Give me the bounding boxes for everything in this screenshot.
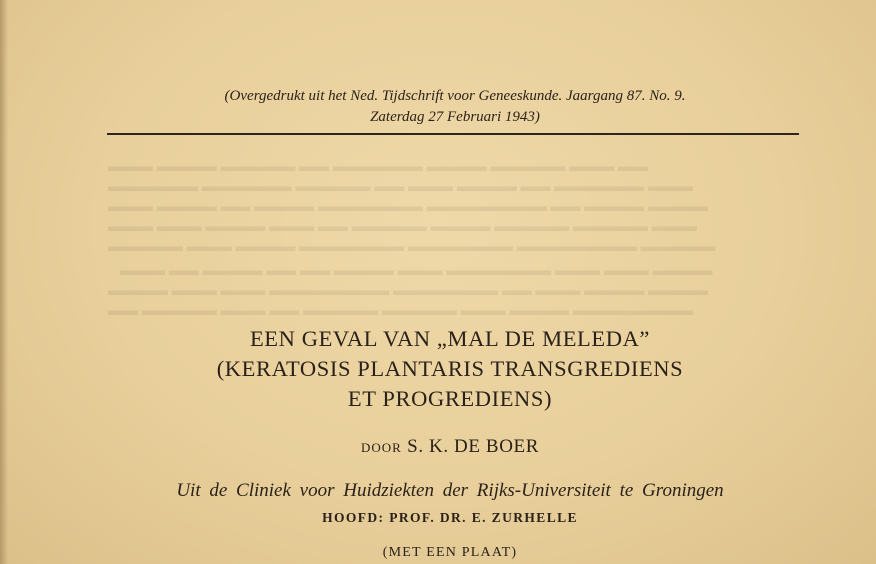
title-line-2: (KERATOSIS PLANTARIS TRANSGREDIENS <box>216 356 684 381</box>
show-through-text: ▬▬▬ ▬▬ ▬▬▬▬ ▬▬ ▬▬ ▬▬▬▬ ▬▬▬ ▬▬▬▬▬▬▬ ▬▬▬ ▬▬▬ ▬▬▬▬ <box>120 263 713 279</box>
show-through-text: ▬▬▬ ▬▬▬▬ ▬▬ ▬▬▬▬ ▬▬▬▬▬▬▬ ▬▬▬▬▬▬▬▬ ▬▬ ▬▬▬▬ ▬▬▬▬ <box>108 199 708 215</box>
reprint-notice-line1: (Overgedrukt uit het Ned. Tijdschrift voor Geneeskunde. Jaargang 87. No. 9. <box>224 88 686 104</box>
author-name: S. K. DE BOER <box>407 436 540 457</box>
reprint-notice-line2: Zaterdag 27 Februari 1943) <box>370 109 540 125</box>
reprint-notice <box>150 86 760 128</box>
plate-note: (MET EEN PLAAT) <box>382 545 518 560</box>
title-line-3: ET PROGREDIENS) <box>347 386 553 411</box>
department-head: HOOFD: PROF. DR. E. ZURHELLE <box>322 510 578 525</box>
author-line <box>120 436 780 458</box>
affiliation: Uit de Cliniek voor Huidziekten der Rijks-Universiteit te Groningen <box>176 480 724 501</box>
show-through-text: ▬▬▬ ▬▬▬▬ ▬▬▬▬▬ ▬▬ ▬▬▬▬▬▬ ▬▬▬▬ ▬▬▬▬▬ ▬▬▬ ▬▬ <box>108 159 648 175</box>
show-through-text: ▬▬▬ ▬▬▬ ▬▬▬▬ ▬▬▬ ▬▬ ▬▬▬▬▬ ▬▬▬▬ ▬▬▬▬▬ ▬▬▬▬▬ ▬▬▬ <box>108 219 697 235</box>
show-through-text: ▬▬▬▬▬▬ ▬▬▬▬▬▬ ▬▬▬▬▬ ▬▬ ▬▬▬ ▬▬▬▬ ▬▬ ▬▬▬▬▬▬ ▬▬▬ <box>108 179 693 195</box>
article-title <box>120 324 780 414</box>
show-through-text: ▬▬▬▬ ▬▬▬ ▬▬▬ ▬▬▬▬▬▬▬▬ ▬▬▬▬▬▬▬ ▬▬ ▬▬▬ ▬▬▬▬ ▬▬▬▬ <box>108 283 708 299</box>
title-line-1: EEN GEVAL VAN „MAL DE MELEDA” <box>249 326 651 351</box>
header-rule <box>107 133 799 135</box>
show-through-text: ▬▬ ▬▬▬▬▬ ▬▬▬ ▬▬ ▬▬▬▬▬ ▬▬▬▬▬ ▬▬▬ ▬▬▬▬ ▬▬▬▬▬▬▬▬ <box>108 303 693 319</box>
author-prefix: DOOR <box>360 440 402 455</box>
show-through-text: ▬▬▬▬▬ ▬▬▬ ▬▬▬▬ ▬▬▬▬▬▬▬ ▬▬▬▬▬▬▬ ▬▬▬▬▬▬▬▬ ▬▬▬▬▬ <box>108 239 716 255</box>
